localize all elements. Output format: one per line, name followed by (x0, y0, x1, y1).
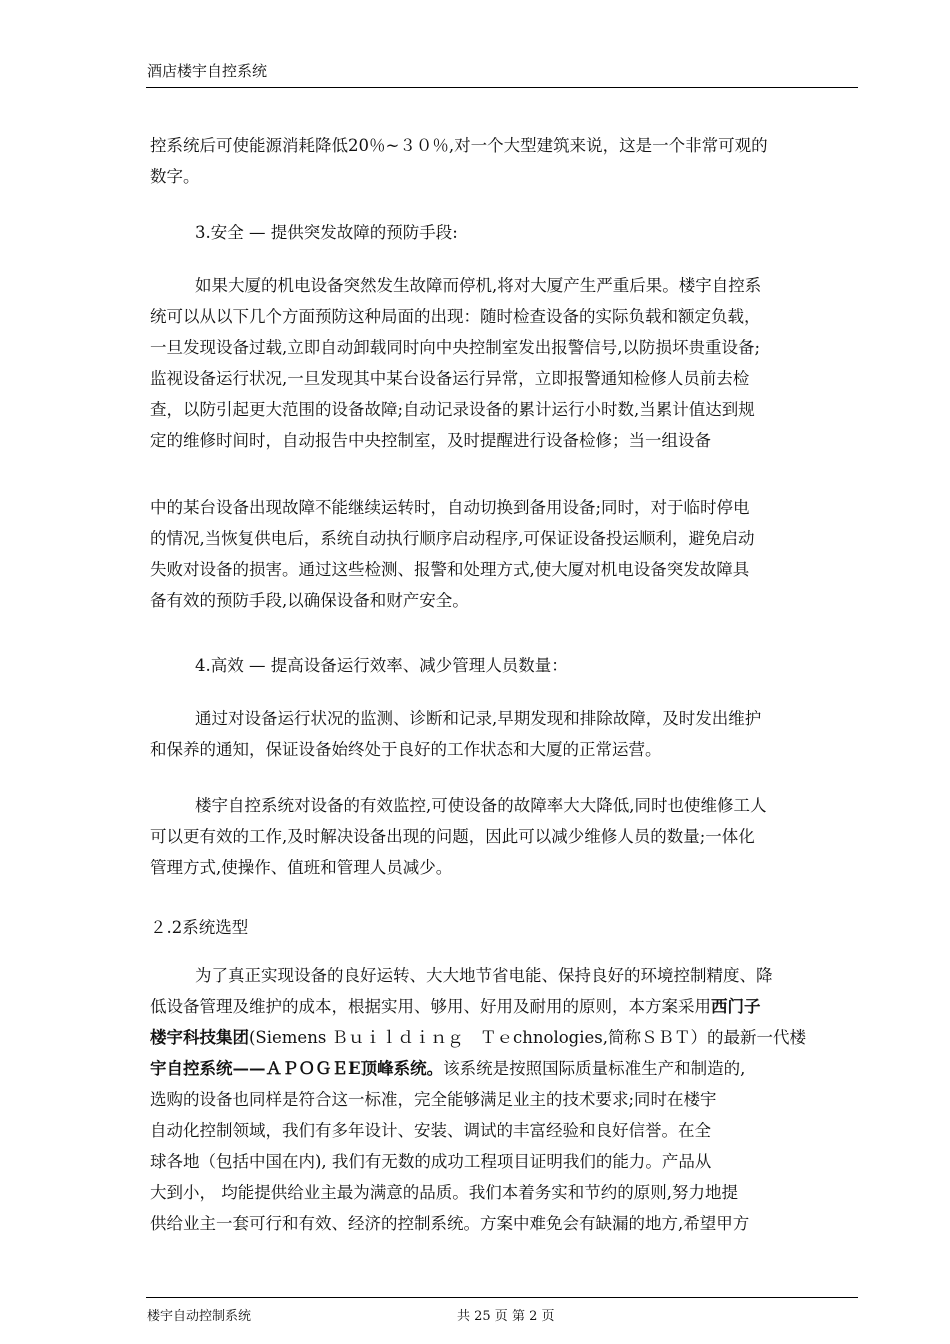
paragraph-system-selection (150, 960, 875, 1239)
header-title: 酒店楼宇自控系统 (147, 62, 268, 80)
text-line: 的情况,当恢复供电后，系统自动执行顺序启动程序,可保证设备投运顺利，避免启动 (150, 529, 755, 548)
company-name: 楼宇科技集团 (150, 1028, 249, 1047)
paragraph-energy-saving (150, 130, 875, 192)
text-line: 大到小， 均能提供给业主最为满意的品质。我们本着务实和节约的原则,努力地提 (150, 1183, 738, 1202)
paragraph-backup (150, 492, 875, 616)
text-line: 查，以防引起更大范围的设备故障;自动记录设备的累计运行小时数,当累计值达到规 (150, 400, 755, 419)
text-line (150, 1053, 875, 1084)
text-line: 可以更有效的工作,及时解决设备出现的问题，因此可以减少维修人员的数量;一体化 (150, 827, 755, 846)
text-line: 和保养的通知，保证设备始终处于良好的工作状态和大厦的正常运营。 (150, 740, 662, 759)
text-line: 失败对设备的损害。通过这些检测、报警和处理方式,使大厦对机电设备突发故障具 (150, 560, 750, 579)
paragraph-monitoring (150, 703, 875, 765)
footer-title: 楼宇自动控制系统 (147, 1309, 252, 1324)
paragraph-maintenance (150, 790, 875, 883)
text-line (150, 991, 875, 1022)
page-number: 共 25 页 第 2 页 (457, 1309, 555, 1324)
heading-efficiency: 4.高效 — 提高设备运行效率、减少管理人员数量： (195, 656, 568, 675)
text-line: 备有效的预防手段,以确保设备和财产安全。 (150, 591, 469, 610)
text-line: 通过对设备运行状况的监测、诊断和记录,早期发现和排除故障，及时发出维护 (195, 709, 762, 728)
text-line: 一旦发现设备过载,立即自动卸载同时向中央控制室发出报警信号,以防损坏贵重设备; (150, 338, 761, 357)
text-line: 为了真正实现设备的良好运转、大大地节省电能、保持良好的环境控制精度、降 (195, 966, 773, 985)
section-heading: ２.2系统选型 (150, 918, 249, 937)
company-name: 西门子 (711, 997, 761, 1016)
text-line: 选购的设备也同样是符合这一标准，完全能够满足业主的技术要求;同时在楼宇 (150, 1090, 717, 1109)
text-line: 监视设备运行状况,一旦发现其中某台设备运行异常，立即报警通知检修人员前去检 (150, 369, 750, 388)
text-line: 球各地（包括中国在内), 我们有无数的成功工程项目证明我们的能力。产品从 (150, 1152, 712, 1171)
text-line: 管理方式,使操作、值班和管理人员减少。 (150, 858, 453, 877)
text-line: 控系统后可使能源消耗降低20％~３０％,对一个大型建筑来说，这是一个非常可观的 (150, 136, 768, 155)
text-segment: 该系统是按照国际质量标准生产和制造的, (443, 1059, 746, 1078)
text-line: 数字。 (150, 167, 200, 186)
text-line (150, 1022, 875, 1053)
text-segment: 低设备管理及维护的成本，根据实用、够用、好用及耐用的原则，本方案采用 (150, 997, 711, 1016)
text-line: 供给业主一套可行和有效、经济的控制系统。方案中难免会有缺漏的地方,希望甲方 (150, 1214, 750, 1233)
text-line: 定的维修时间时，自动报告中央控制室，及时提醒进行设备检修；当一组设备 (150, 431, 711, 450)
text-line: 中的某台设备出现故障不能继续运转时，自动切换到备用设备;同时，对于临时停电 (150, 498, 750, 517)
header-divider (146, 87, 858, 88)
text-line: 楼宇自控系统对设备的有效监控,可使设备的故障率大大降低,同时也使维修工人 (195, 796, 767, 815)
text-line: 自动化控制领域，我们有多年设计、安装、调试的丰富经验和良好信誉。在全 (150, 1121, 711, 1140)
paragraph-safety (150, 270, 875, 456)
product-name: 宇自控系统——ＡＰＯＧＥE顶峰系统。 (150, 1059, 444, 1078)
heading-safety: 3.安全 — 提供突发故障的预防手段: (195, 223, 458, 242)
text-line: 如果大厦的机电设备突然发生故障而停机,将对大厦产生严重后果。楼宇自控系 (195, 276, 762, 295)
text-line: 统可以从以下几个方面预防这种局面的出现：随时检查设备的实际负载和额定负载， (150, 307, 761, 326)
text-segment: (Siemens Ｂｕｉｌｄｉｎｇ Ｔｅchnologies,简称ＳＢＴ）的最新一代楼 (249, 1028, 806, 1047)
footer-divider (146, 1297, 858, 1298)
